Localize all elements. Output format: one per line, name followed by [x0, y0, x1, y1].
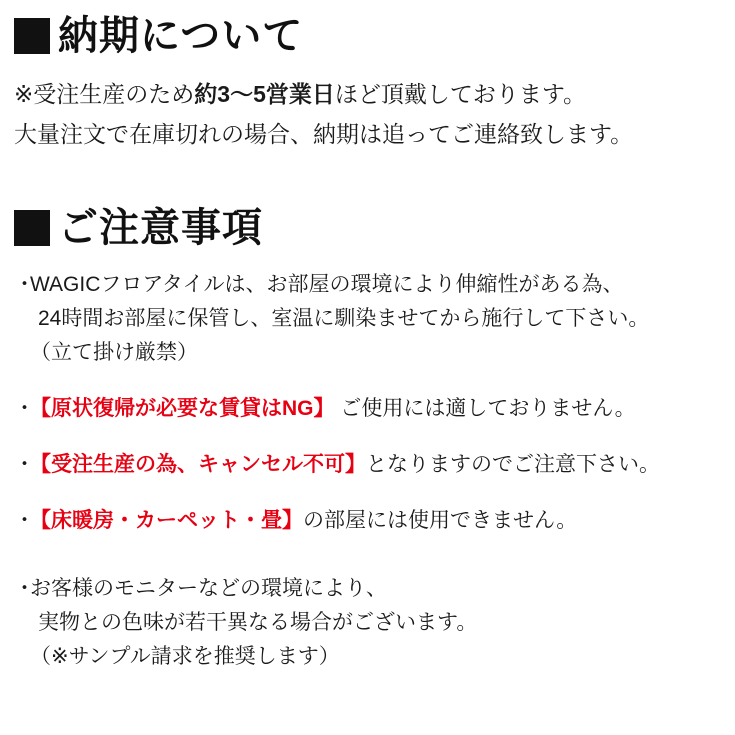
bullet-icon: ・	[14, 509, 35, 532]
warning-text-normal: ご使用には適しておりません。	[334, 397, 636, 420]
bullet-icon: ・	[14, 397, 35, 420]
list-item	[14, 504, 721, 538]
delivery-line-2	[14, 114, 721, 154]
list-item-line: （※サンプル請求を推奨します）	[30, 645, 340, 668]
spacer	[14, 546, 721, 572]
notes-section-heading	[14, 206, 721, 250]
list-item-line: 24時間お部屋に保管し、室温に馴染ませてから施行して下さい。	[38, 307, 650, 330]
delivery-line-1-part-3: ほど頂戴しております。	[334, 81, 587, 107]
list-item-line	[30, 448, 721, 482]
list-item-line	[30, 392, 721, 426]
list-item-body	[30, 504, 721, 538]
list-item	[14, 448, 721, 482]
spacer	[14, 434, 721, 448]
delivery-section-heading	[14, 14, 721, 58]
list-item-body	[30, 268, 721, 370]
delivery-line-1-part-1: ※受注生産のため	[14, 81, 195, 107]
list-item-line: （立て掛け厳禁）	[30, 341, 198, 364]
notes-list	[14, 268, 721, 674]
delivery-line-1	[14, 74, 721, 114]
list-item	[14, 392, 721, 426]
delivery-heading-text: 納期について	[58, 14, 304, 58]
list-item-line: お客様のモニターなどの環境により、	[30, 577, 387, 600]
delivery-line-2-part-1: 大量注文で在庫切れの場合、納期は追ってご連絡致します。	[14, 121, 634, 147]
warning-text-normal: の部屋には使用できません。	[303, 509, 578, 532]
bullet-icon: ・	[14, 453, 35, 476]
warning-text-highlight: 【受注生産の為、キャンセル不可】	[30, 453, 366, 476]
black-square-bullet-icon	[14, 18, 50, 54]
warning-text-highlight: 【床暖房・カーペット・畳】	[30, 509, 303, 532]
spacer	[14, 378, 721, 392]
list-item-line	[30, 504, 721, 538]
warning-text-highlight: 【原状復帰が必要な賃貸はNG】	[30, 397, 335, 420]
bullet-icon: ・	[14, 577, 35, 600]
bullet-icon: ・	[14, 273, 35, 296]
list-item-body	[30, 392, 721, 426]
list-item-body	[30, 448, 721, 482]
list-item-line: 実物との色味が若干異なる場合がございます。	[38, 611, 478, 634]
warning-text-normal: となりますのでご注意下さい。	[366, 453, 660, 476]
list-item-body	[30, 572, 721, 674]
black-square-bullet-icon	[14, 210, 50, 246]
spacer	[14, 490, 721, 504]
delivery-body	[14, 74, 721, 154]
list-item	[14, 268, 721, 370]
notes-heading-text: ご注意事項	[58, 206, 263, 250]
delivery-line-1-part-2-highlight: 約3〜5営業日	[194, 81, 335, 107]
list-item-line: WAGICフロアタイルは、お部屋の環境により伸縮性がある為、	[30, 273, 624, 296]
list-item	[14, 572, 721, 674]
